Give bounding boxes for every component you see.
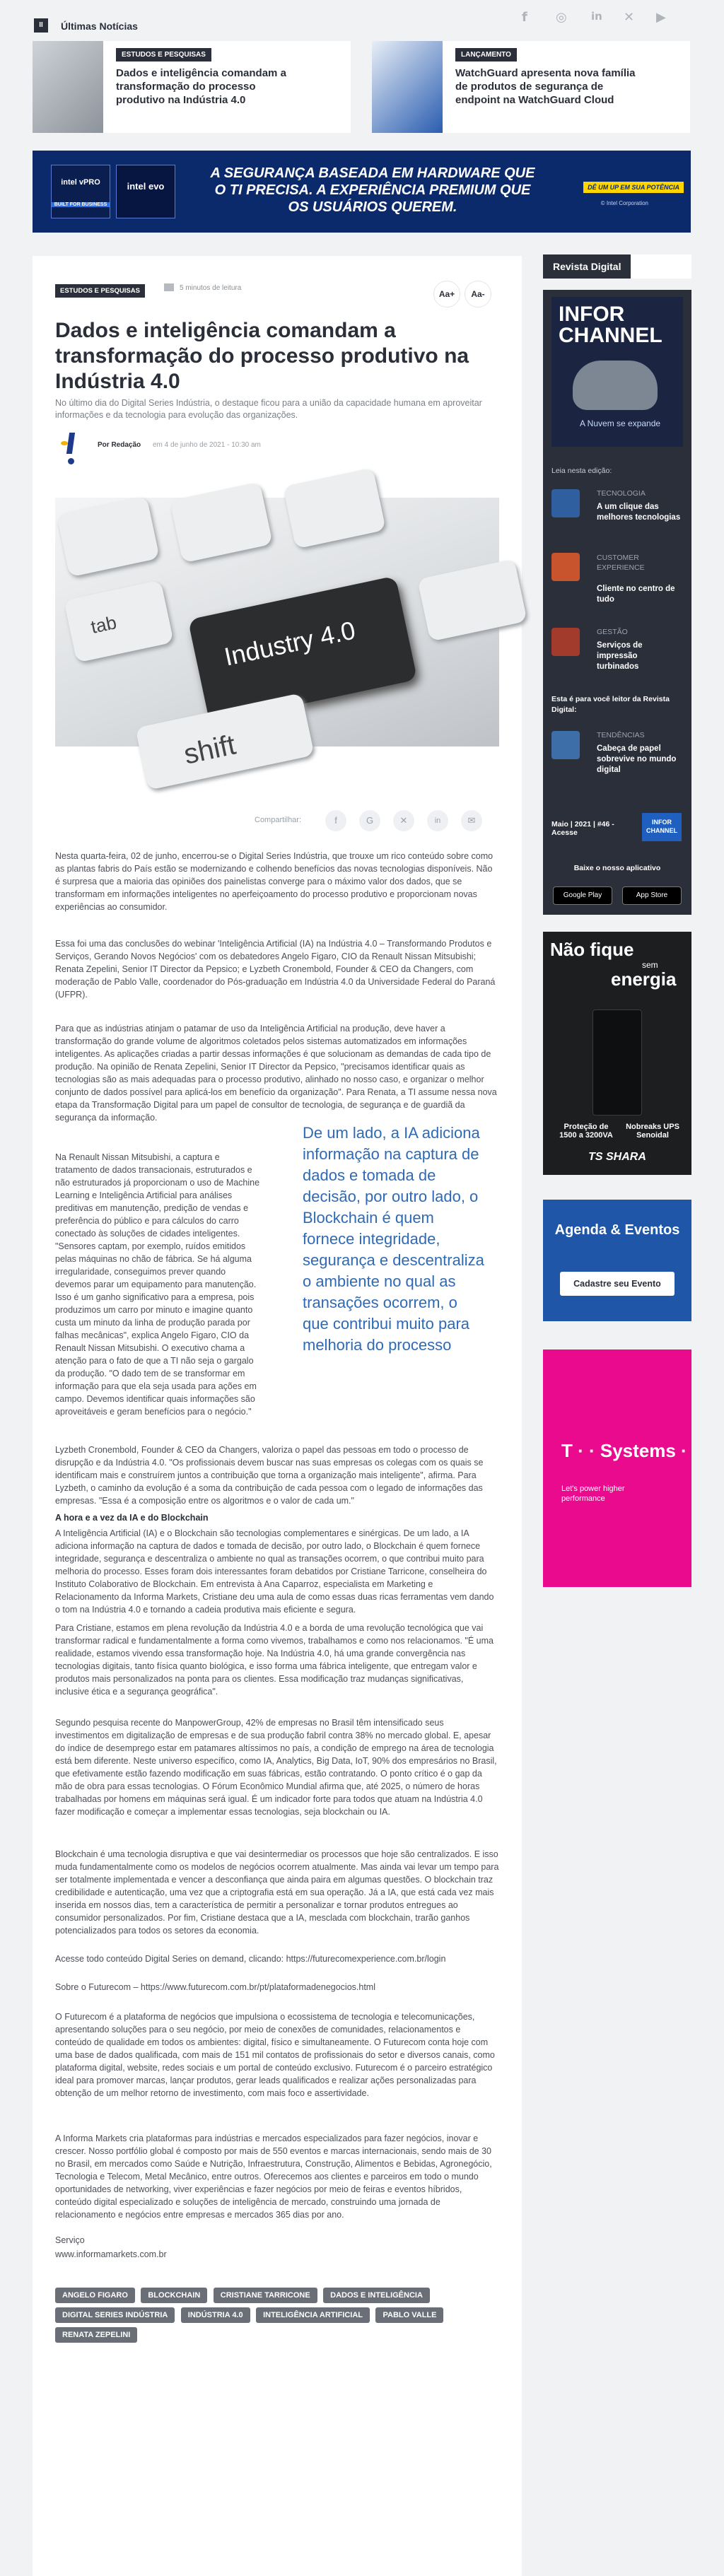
google-share-icon[interactable]: G xyxy=(359,810,380,831)
tag[interactable]: DADOS E INTELIGÊNCIA xyxy=(323,2288,430,2303)
linkedin-share-icon[interactable]: in xyxy=(427,810,448,831)
article-date: em 4 de junho de 2021 - 10:30 am xyxy=(153,441,261,449)
linkedin-icon[interactable]: in xyxy=(591,10,602,23)
google-play-button[interactable]: Google Play xyxy=(553,886,612,905)
article-paragraph: Na Renault Nissan Mitsubishi, a captura e tratamento de dados transacionais, estruturados e não estruturados já proporcionam o uso de Machine Learning e Inteligência Artificial para análises preditivas em manutenção, predição de vendas e preferência do público e para cálculos do carro conectado às soluções de cidades inteligentes. "Sensores captam, por exemplo, ruídos emitidos pelas máquinas no chão de fábrica. Se há alguma irregularidade, conseguimos prever quando devemos parar um equipamento para manutenção. Isso é um ganho significativo para a empresa, pois produzimos um carro por minuto e imagine quanto custa um minuto da linha de produção parada por falhas mecânicas", explica Angelo Figaro, CIO da Renault Nissan Mitsubishi. O executivo chama a atenção para o fato de que a TI não seja o gargalo da produção. "O dado tem de se transformar em informação para que ela seja usada para ações em campo. Devemos identificar quais informações são aproveitáveis e geram benefícios para o negócio." xyxy=(55,1152,260,1417)
news-card[interactable] xyxy=(33,41,351,133)
article-paragraph: Essa foi uma das conclusões do webinar 'Inteligência Artificial (IA) na Indústria 4.0 – Transformando Produtos e Serviços, Gerando Novos Negócios' com os debatedores Angelo Figaro, CIO da Renault Nissan Mitsubishi; Renata Zepelini, Senior IT Director da Pepsico; e Lyzbeth Cronembold, Founder & CEO da Changers, com moderação de Pablo Valle, coordenador do Pós-graduação em Indústria 4.0 da Universidade Federal do Paraná (UFPR). xyxy=(55,939,496,1000)
intel-banner[interactable] xyxy=(33,151,691,233)
app-label: Baixe o nosso aplicativo xyxy=(573,864,661,872)
pause-icon[interactable]: II xyxy=(34,18,48,33)
ad-feature: Nobreaks UPS Senoidal xyxy=(626,1123,679,1140)
also-label: Esta é para você leitor da Revista Digital: xyxy=(551,695,670,714)
article-paragraph: Nesta quarta-feira, 02 de junho, encerrou-se o Digital Series Indústria, que trouxe um rico conteúdo sobre como as plantas fabris do País estão se modernizando e colhendo benefícios das novas tecnologias disponíveis. Não é surpresa que a maioria das opiniões dos painelistas converge para o máximo valor dos dados, que se transformam em informações inteligentes no aperfeiçoamento do processo produtivo e proporcionam novas experiências ao consumidor. xyxy=(55,851,494,912)
edition-title[interactable]: Cliente no centro de tudo xyxy=(597,585,675,604)
twitter-share-icon[interactable]: ✕ xyxy=(393,810,414,831)
edition-item[interactable] xyxy=(551,553,683,602)
industry-key-label: Industry 4.0 xyxy=(188,575,418,723)
intel-vpro-logo: intel vPRO BUILT FOR BUSINESS xyxy=(51,165,110,218)
news-category-badge: LANÇAMENTO xyxy=(455,48,517,62)
article-paragraph: Lyzbeth Cronembold, Founder & CEO da Changers, valoriza o papel das pessoas em todo o processo de disrupção e da Indústria 4.0. "Os profissionais devem buscar nas suas empresas os colegas com os quais se identificam mais e construírem juntos a contribuição que torna a organização mais inteligente", afirma. Para Lyzbeth, o caminho da evolução é a soma da contribuição de cada pessoa com o legado de informações das empresas. "Essa é a composição entre os algoritmos e o valor de cada um." xyxy=(55,1445,484,1506)
news-category-badge: ESTUDOS E PESQUISAS xyxy=(116,48,211,62)
latest-news-label: Últimas Notícias xyxy=(61,21,138,32)
pull-quote: De um lado, a IA adiciona informação na captura de dados e tomada de decisão, por outro lado, o Blockchain é quem fornece integridade, segurança e descentraliza o ambiente no qual as transações ocorrem, o que contribui muito para melhoria do processo xyxy=(303,1124,484,1354)
news-thumbnail xyxy=(372,41,443,133)
tag[interactable]: BLOCKCHAIN xyxy=(141,2288,207,2303)
author-name[interactable]: Por Redação xyxy=(98,441,141,449)
tag[interactable]: CRISTIANE TARRICONE xyxy=(214,2288,317,2303)
ad-feature: Proteção de 1500 a 3200VA xyxy=(559,1123,613,1140)
edition-category: CUSTOMER EXPERIENCE xyxy=(597,554,645,572)
edition-category: TECNOLOGIA xyxy=(597,489,646,498)
edition-title[interactable]: Serviços de impressão turbinados xyxy=(597,641,643,671)
tag-list xyxy=(55,2288,494,2347)
tag[interactable]: DIGITAL SERIES INDÚSTRIA xyxy=(55,2307,175,2323)
article-paragraph: A Informa Markets cria plataformas para indústrias e mercados especializados para fazer negócios, inovar e crescer. Nosso portfólio global é composto por mais de 550 eventos e marcas internacionais, sendo mais de 30 no Brasil, em mercados como Saúde e Nutrição, Infraestrutura, Construção, Alimentos e Bebidas, Agronegócio, Tecnologia e Telecom, Metal Mecânico, entre outros. Oferecemos aos clientes e parceiros em todo o mundo oportunidades de networking, viver experiências e fazer negócios por meio de feiras e eventos híbridos, conteúdo digital especializado e soluções de inteligência de mercado, construindo uma jornada de relacionamento e negócios entre empresas e mercados 365 dias por ano. xyxy=(55,2133,492,2220)
news-card[interactable] xyxy=(372,41,690,133)
news-thumbnail xyxy=(33,41,103,133)
edition-item[interactable] xyxy=(551,489,683,532)
article-paragraph: Sobre o Futurecom – https://www.futurecom.com.br/pt/plataformadenegocios.html xyxy=(55,1982,375,1992)
edition-title[interactable]: A um clique das melhores tecnologias xyxy=(597,503,681,522)
font-increase-button[interactable]: Aa+ xyxy=(434,281,460,307)
article-paragraph: Segundo pesquisa recente do ManpowerGroup, 42% de empresas no Brasil têm intensificado seus investimentos em digitalização de empresas e de sua produção fabril contra 38% no mercado global. E, apesar do índice de desemprego estar em patamares altíssimos no país, a condição de emprego na área de tecnologia está bem diferente. Neste universo específico, como IA, Analytics, Big Data, IoT, 90% dos empresários no Brasil, que efetivamente estão fazendo modificação em suas fábricas, estão contratando. O ponto crítico é o gap da mão de obra para essas tecnologias. O Fórum Econômico Mundial afirma que, até 2025, o número de horas trabalhadas por homens em máquinas será igual. É um indicador forte para todos que atuam na Indústria 4.0 fazer modificação e começar a implementar essas tecnologias, seja blockchain ou IA. xyxy=(55,1718,497,1817)
reading-time-icon xyxy=(164,283,174,291)
ad-headline: sem xyxy=(642,960,658,970)
top-bar xyxy=(0,0,724,34)
edition-thumbnail xyxy=(551,731,580,759)
intel-evo-logo: intel evo xyxy=(116,165,175,218)
edition-badge[interactable]: INFOR CHANNEL xyxy=(642,813,682,841)
digital-magazine-widget xyxy=(543,290,691,915)
article-paragraph: Acesse todo conteúdo Digital Series on demand, clicando: https://futurecomexperience.com.br/login xyxy=(55,1954,446,1964)
news-title[interactable]: Dados e inteligência comandam a transformação do processo produtivo na Indústria 4.0 xyxy=(116,67,286,106)
nobreak-ad[interactable] xyxy=(543,932,691,1175)
reading-time: 5 minutos de leitura xyxy=(180,284,242,292)
font-decrease-button[interactable]: Aa- xyxy=(465,281,491,307)
instagram-icon[interactable]: ◎ xyxy=(556,10,567,25)
register-event-button[interactable]: Cadastre seu Evento xyxy=(560,1272,675,1296)
edition-info[interactable]: Maio | 2021 | #46 - Acesse xyxy=(551,820,614,837)
tag[interactable]: PABLO VALLE xyxy=(375,2307,443,2323)
tag[interactable]: INDÚSTRIA 4.0 xyxy=(181,2307,250,2323)
magazine-cover-text: A Nuvem se expande xyxy=(580,418,661,428)
article-category-badge[interactable]: ESTUDOS E PESQUISAS xyxy=(55,284,145,298)
tag[interactable]: INTELIGÊNCIA ARTIFICIAL xyxy=(256,2307,370,2323)
banner-copyright: © Intel Corporation xyxy=(600,200,648,206)
news-title[interactable]: WatchGuard apresenta nova família de produtos de segurança de endpoint na WatchGuard Cloud xyxy=(455,67,636,106)
share-label: Compartilhar: xyxy=(255,816,302,824)
keyboard-key-label: shift xyxy=(135,693,314,790)
ad-headline: Não fique xyxy=(550,939,634,960)
edition-category: GESTÃO xyxy=(597,628,628,636)
banner-cta[interactable]: DÊ UM UP EM SUA POTÊNCIA xyxy=(583,182,684,193)
tsystems-logo: T · · Systems · xyxy=(561,1440,687,1461)
nobreak-product-image xyxy=(592,1009,642,1116)
twitter-icon[interactable]: ✕ xyxy=(624,10,635,25)
ts-shara-logo: TS SHARA xyxy=(588,1151,646,1163)
app-store-button[interactable]: App Store xyxy=(622,886,682,905)
tsystems-tagline: Let's power higher performance xyxy=(561,1485,625,1503)
edition-title[interactable]: Cabeça de papel sobrevive no mundo digital xyxy=(597,744,677,774)
magazine-logo: INFOR CHANNEL xyxy=(559,303,662,347)
facebook-icon[interactable]: f xyxy=(522,10,527,25)
cloud-icon xyxy=(573,361,658,410)
article-paragraph: Blockchain é uma tecnologia disruptiva e que vai desintermediar os processos que hoje são centralizados. E isso muda fundamentalmente como os modelos de negócios ocorrem atualmente. Mas ainda vai levar um tempo para ser totalmente implementada e vencer a desconfiança que ainda paira em algumas questões. O blockchain traz credibilidade e autenticação, uma vez que a criptografia está em sua operação. Já a IA, que está cada vez mais inserida em nossos dias, tem a característica de permitir a personalizar e tornar produtos entregues ao consumidor personalizados. Por fim, Cristiane destaca que a IA, mesclada com blockchain, trarão ganhos potencializados para todos os setores da economia. xyxy=(55,1849,499,1936)
banner-headline: A SEGURANÇA BASEADA EM HARDWARE QUE O TI PRECISA. A EXPERIÊNCIA PREMIUM QUE OS USUÁRIOS QUEREM. xyxy=(210,165,535,215)
article-paragraph: A Inteligência Artificial (IA) e o Blockchain são tecnologias complementares e sinérgicas. De um lado, a IA adiciona informação na captura de dados e tomada de decisão, por outro lado, o Blockchain é quem fornece integridade, segurança e descentraliza o ambiente no qual as transações ocorrem, o que contribui muito para melhoria do processo. Esses foram dois interessantes foram debatidos por Cristiane Tarricone, conselheira do Instituto Colaborativo de Blockchain. Em entrevista à Ana Caparroz, especialista em Marketing e Relacionamento da Informa Markets, Cristiane deu uma aula de como essas duas ricas ferramentas vem dando o tom na Indústria 4.0 e tornando a cadeia produtiva mais eficiente e segura. xyxy=(55,1528,494,1615)
events-widget xyxy=(543,1200,691,1321)
article-paragraph: Para que as indústrias atinjam o patamar de uso da Inteligência Artificial na produção, deve haver a transformação do grande volume de algoritmos coletados pelos sistemas automatizados em informações inteligentes. As aplicações criadas a partir dessas informações é que solucionam as demandas de cada tipo de produção. Na opinião de Renata Zepelini, Senior IT Director da Pepsico, "precisamos identificar quais as tecnologias são as mais adequadas para o processo produtivo, alinhado no nosso caso, e organizar o melhor conjunto de dados possível para aplicá-los em benefício da organização". Para Renata, a TI assume nessa nova etapa da Transformação Digital para um papel de consultor de tecnologia, de segurança e de guardiã da segurança da informação. xyxy=(55,1024,497,1123)
read-label: Leia nesta edição: xyxy=(551,467,612,475)
keyboard-key-label: tab xyxy=(64,580,174,662)
section-heading: A hora e a vez da IA e do Blockchain xyxy=(55,1513,209,1523)
article-hero-image xyxy=(55,498,499,771)
tag[interactable]: ANGELO FIGARO xyxy=(55,2288,135,2303)
tag[interactable]: RENATA ZEPELINI xyxy=(55,2327,137,2343)
article-paragraph: Serviço xyxy=(55,2235,85,2245)
article-link[interactable]: www.informamarkets.com.br xyxy=(55,2249,167,2259)
edition-thumbnail xyxy=(551,628,580,656)
youtube-icon[interactable]: ▶ xyxy=(656,10,666,25)
edition-category: TENDÊNCIAS xyxy=(597,731,645,739)
edition-thumbnail xyxy=(551,489,580,517)
magazine-cover[interactable] xyxy=(551,297,683,447)
edition-thumbnail xyxy=(551,553,580,581)
email-share-icon[interactable]: ✉ xyxy=(461,810,482,831)
author-avatar xyxy=(61,431,85,467)
article-paragraph: O Futurecom é a plataforma de negócios que impulsiona o ecossistema de tecnologia e telecomunicações, apresentando soluções para o seu negócio, por meio de conexões de comunidades, relacionamentos e conteúdo de qualidade em todos os ambientes: digital, físico e simultaneamente. O Futurecom conta hoje com uma base de dados qualificada, com mais de 151 mil contatos de profissionais do setor e diversos canais, como plataforma digital, website, redes sociais e um portal de conteúdo exclusivo. Futurecom é o parceiro estratégico ideal para promover marcas, lançar produtos, gerar leads qualificados e realizar ações personalizadas para obtenção de um melhor retorno de investimento, com mais foco e assertividade. xyxy=(55,2012,495,2098)
edition-item[interactable] xyxy=(551,628,683,670)
edition-item[interactable] xyxy=(551,731,683,780)
events-title: Agenda & Eventos xyxy=(554,1222,680,1238)
sidebar-title: Revista Digital xyxy=(543,254,631,279)
ad-headline: energia xyxy=(611,968,677,990)
article-paragraph: Para Cristiane, estamos em plena revolução da Indústria 4.0 e a borda de uma revolução tecnológica que vai transformar radical e fundamentalmente a forma como vivemos, trabalhamos e como nos relacionamos. "É uma realidade, estamos vivendo essa transformação hoje. Na Indústria 4.0, há uma grande convergência nas tecnologias digitais, tanto física quanto biológica, e isso forma uma fábrica inteligente, que entregam valor e produtos mais personalizados na ponta para os clientes. Essa modificação traz mudanças significativas, inclusive ética e a segurança geográfica". xyxy=(55,1623,494,1697)
tsystems-ad[interactable] xyxy=(543,1350,691,1587)
facebook-share-icon[interactable]: f xyxy=(325,810,346,831)
article-title: Dados e inteligência comandam a transformação do processo produtivo na Indústria 4.0 xyxy=(55,319,469,393)
sidebar-header xyxy=(543,254,691,279)
article-subtitle: No último dia do Digital Series Indústria, o destaque ficou para a união da capacidade humana em aproveitar informações e da tecnologia para evolução das organizações. xyxy=(55,398,482,420)
